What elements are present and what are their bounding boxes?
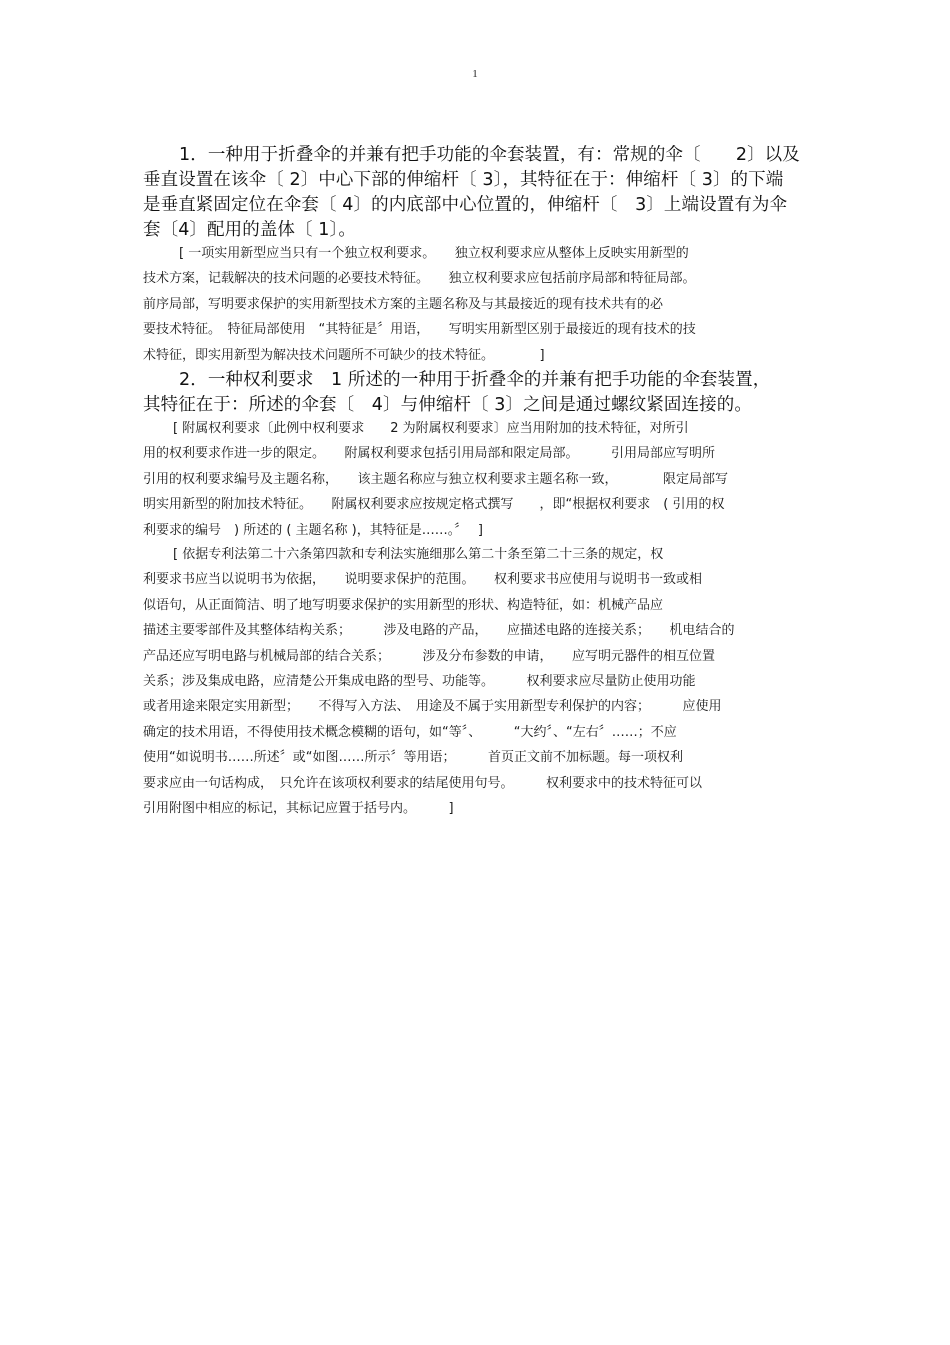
note-line: 利要求的编号 ) 所述的 ( 主题名称 )，其特征是……。〞 ] xyxy=(143,522,483,538)
note-claims-requirements xyxy=(143,542,823,821)
claim-2-line: 其特征在于：所述的伞套〔 4〕与伸缩杆〔 3〕之间是通过螺纹紧固连接的。 xyxy=(143,395,752,415)
claim-1-line: 套〔4〕配用的盖体〔 1〕。 xyxy=(143,220,356,240)
note-line: 关系；涉及集成电路，应清楚公开集成电路的型号、功能等。 权利要求应尽量防止使用功能 xyxy=(143,674,696,690)
note-line: 产品还应写明电路与机械局部的结合关系； 涉及分布参数的申请， 应写明元器件的相互位置 xyxy=(143,648,716,664)
claim-1-line: 是垂直紧固定位在伞套〔 4〕的内底部中心位置的，伸缩杆〔 3〕上端设置有为伞 xyxy=(143,195,788,215)
note-line: [ 一项实用新型应当只有一个独立权利要求。 独立权利要求应从整体上反映实用新型的 xyxy=(179,246,689,261)
note-line: 技术方案，记载解决的技术问题的必要技术特征。 独立权利要求应包括前序局部和特征局部。 xyxy=(143,271,696,287)
note-line: 似语句，从正面简洁、明了地写明要求保护的实用新型的形状、构造特征，如：机械产品应 xyxy=(143,597,664,613)
claim-2-line: 2．一种权利要求 1 所述的一种用于折叠伞的并兼有把手功能的伞套装置， xyxy=(179,370,771,390)
note-line: 术特征，即实用新型为解决技术问题所不可缺少的技术特征。 ] xyxy=(143,347,545,363)
note-line: 描述主要零部件及其整体结构关系； 涉及电路的产品， 应描述电路的连接关系； 机电结合的 xyxy=(143,623,735,639)
claim-1-line: 垂直设置在该伞〔 2〕中心下部的伸缩杆〔 3〕，其特征在于：伸缩杆〔 3〕的下端 xyxy=(143,170,784,190)
note-line: 使用“如说明书……所述〞或“如图……所示〞等用语； 首页正文前不加标题。每一项权利 xyxy=(143,750,683,766)
note-line: 前序局部，写明要求保护的实用新型技术方案的主题名称及与其最接近的现有技术共有的必 xyxy=(143,296,664,312)
note-dependent-claim xyxy=(143,416,823,543)
claim-2 xyxy=(143,368,823,418)
note-line: [ 依据专利法第二十六条第四款和专利法实施细那么第二十条至第二十三条的规定，权 xyxy=(173,547,664,562)
note-line: 引用附图中相应的标记，其标记应置于括号内。 ] xyxy=(143,801,454,817)
note-independent-claim xyxy=(143,241,823,368)
note-line: [ 附属权利要求〔此例中权利要求 2 为附属权利要求〕应当用附加的技术特征，对所引 xyxy=(173,421,689,436)
note-line: 或者用途来限定实用新型； 不得写入方法、 用途及不属于实用新型专利保护的内容； 应使用 xyxy=(143,699,722,715)
note-line: 要求应由一句话构成， 只允许在该项权利要求的结尾使用句号。 权利要求中的技术特征可以 xyxy=(143,775,703,791)
note-line: 明实用新型的附加技术特征。 附属权利要求应按规定格式撰写 ，即“根据权利要求 ( 引用的权 xyxy=(143,497,725,513)
claim-1-line: 1．一种用于折叠伞的并兼有把手功能的伞套装置，有：常规的伞〔 2〕以及 xyxy=(179,145,800,165)
note-line: 用的权利要求作进一步的限定。 附属权利要求包括引用局部和限定局部。 引用局部应写明所 xyxy=(143,446,716,462)
claim-1 xyxy=(143,143,823,243)
note-line: 利要求书应当以说明书为依据， 说明要求保护的范围。 权利要求书应使用与说明书一致或相 xyxy=(143,572,703,588)
note-line: 引用的权利要求编号及主题名称， 该主题名称应与独立权利要求主题名称一致， 限定局部写 xyxy=(143,471,729,487)
page-number: 1 xyxy=(472,68,478,80)
note-line: 确定的技术用语，不得使用技术概念模糊的语句，如“等〞、 “大约〞、“左右〞……；不应 xyxy=(143,724,677,740)
note-line: 要技术特征。 特征局部使用 “其特征是〞用语， 写明实用新型区别于最接近的现有技术的技 xyxy=(143,322,696,338)
